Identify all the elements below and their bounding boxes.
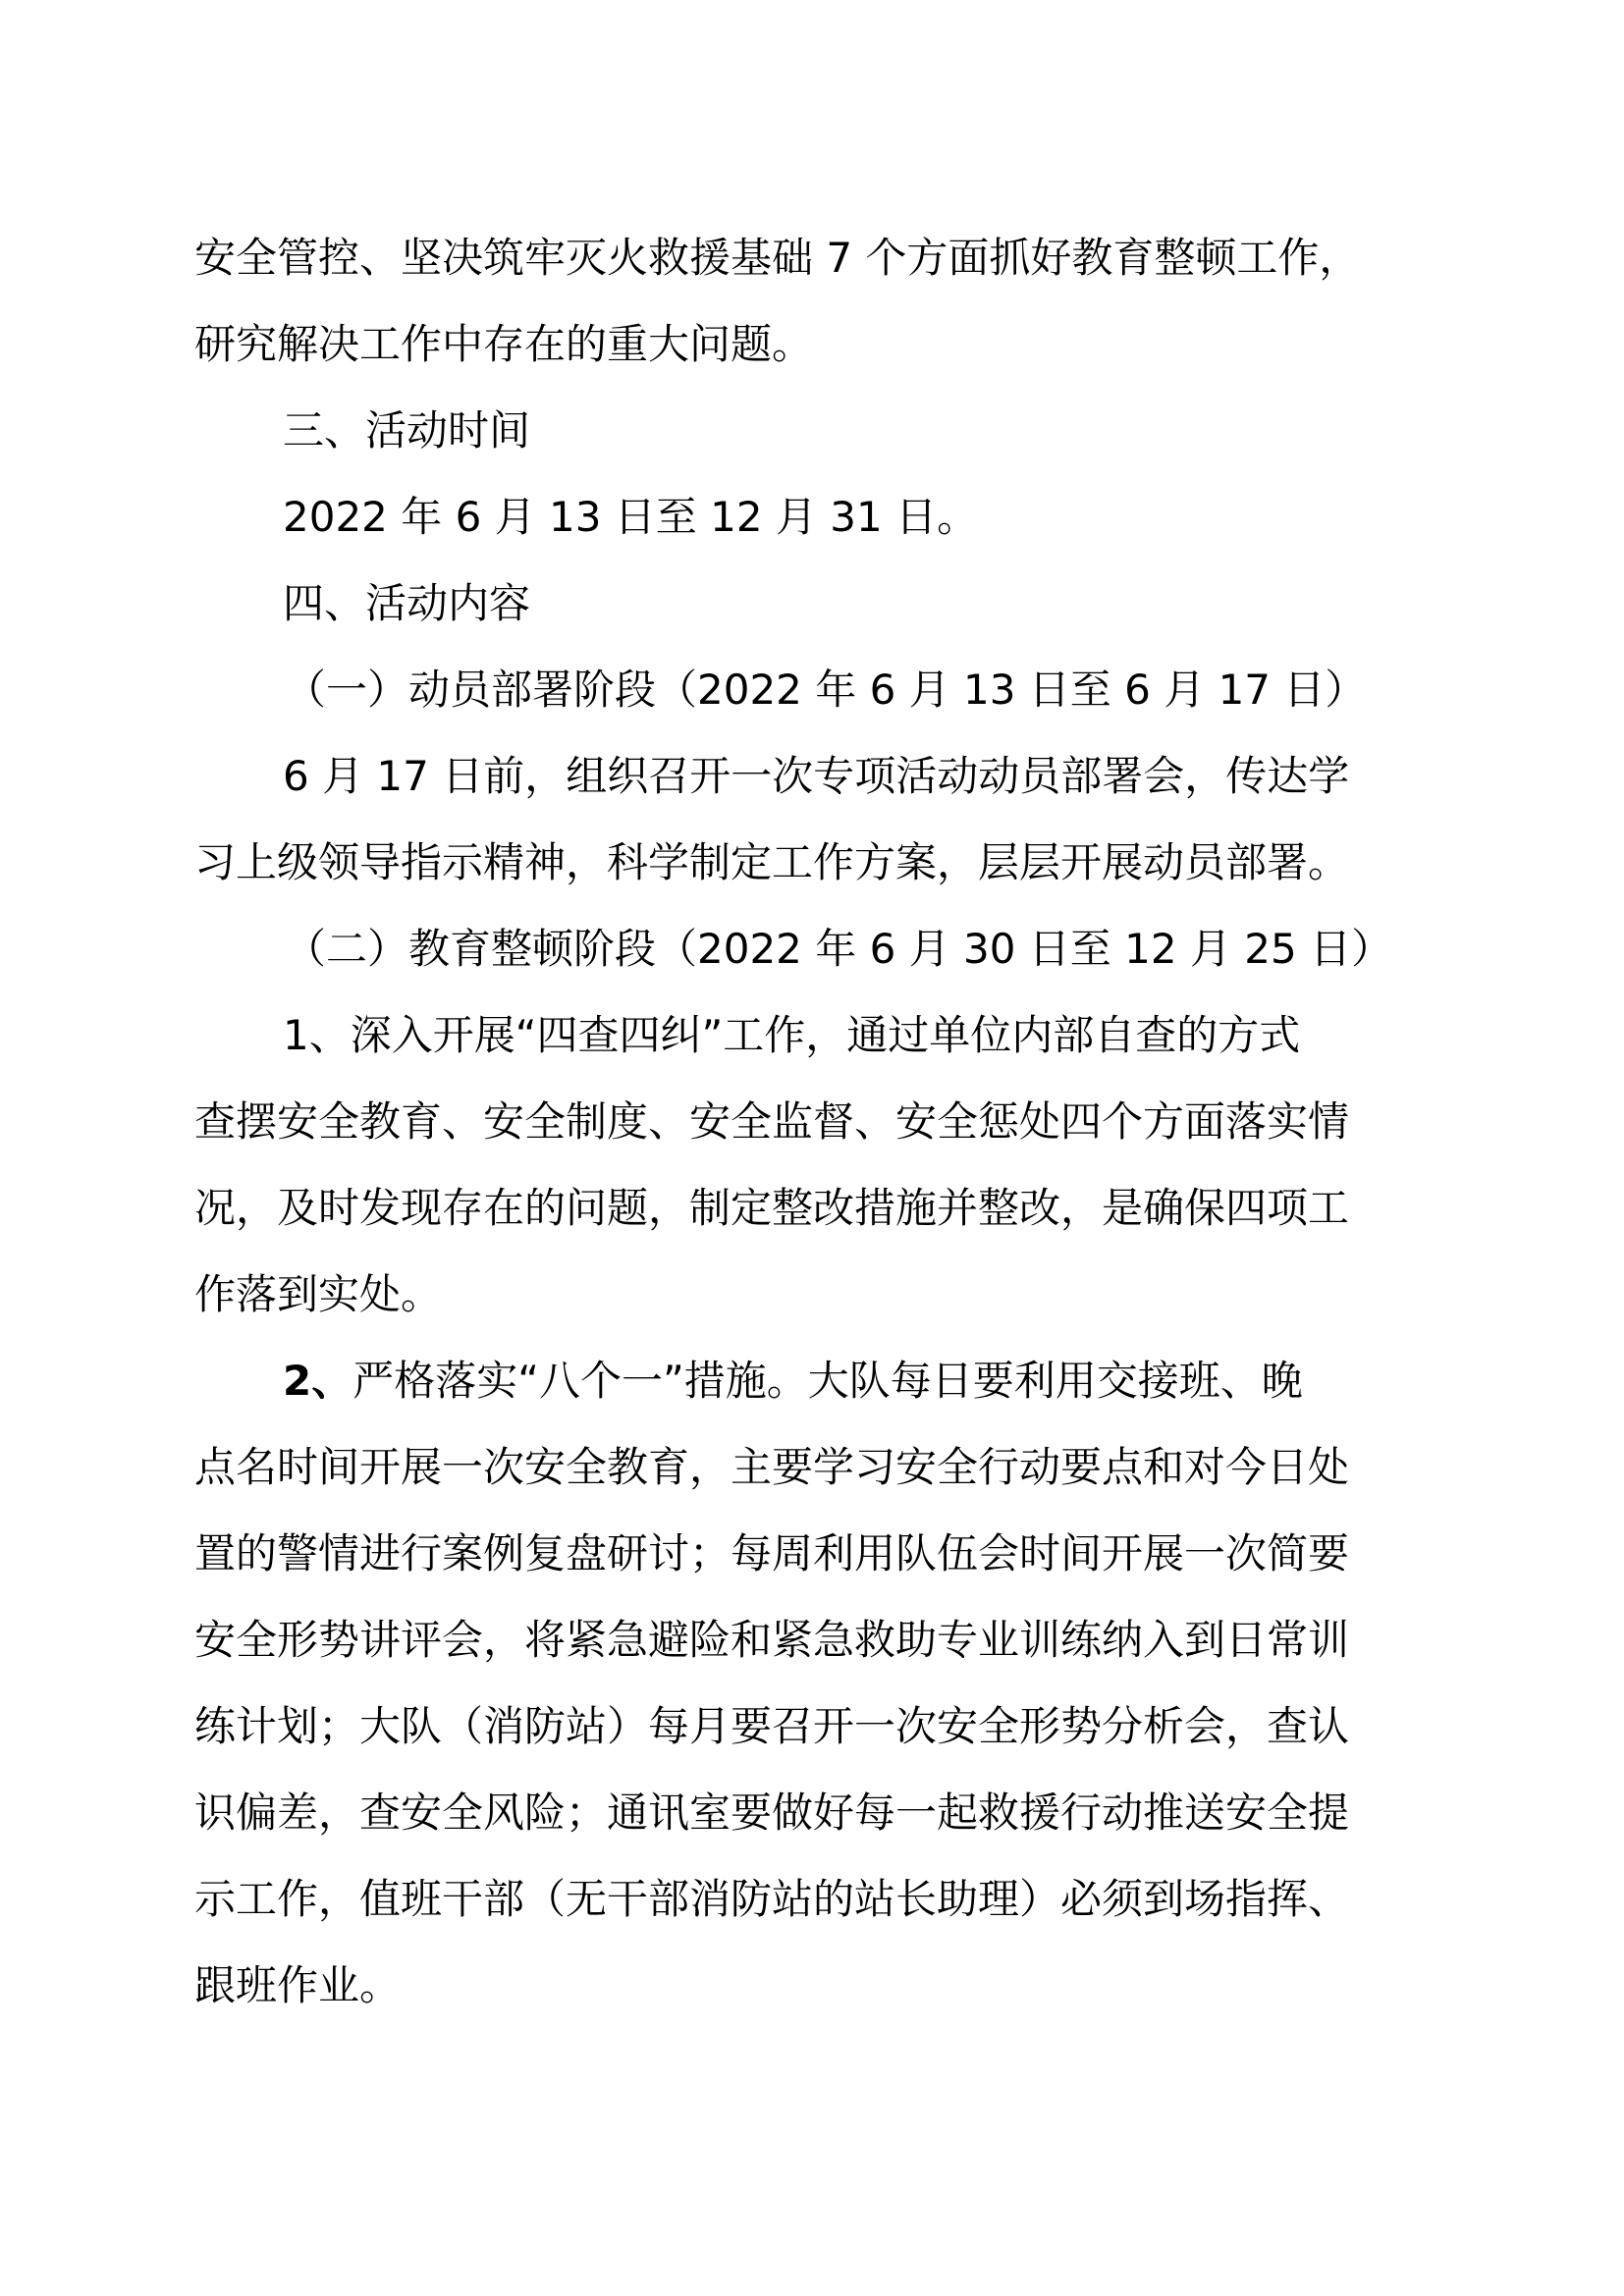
list-item-line <box>283 1354 1303 1409</box>
paragraph-line: 查摆安全教育、安全制度、安全监督、安全惩处四个方面落实情 <box>194 1097 1350 1146</box>
date-range-line: 2022 年 6 月 13 日至 12 月 31 日。 <box>283 493 979 541</box>
phase-heading: （二）教育整顿阶段（2022 年 6 月 30 日至 12 月 25 日） <box>285 925 1393 973</box>
section-heading: 四、活动内容 <box>283 579 531 627</box>
paragraph-line: 安全管控、坚决筑牢灭火救援基础 7 个方面抓好教育整顿工作， <box>194 234 1361 282</box>
paragraph-line: 点名时间开展一次安全教育，主要学习安全行动要点和对今日处 <box>194 1443 1350 1491</box>
section-heading: 三、活动时间 <box>283 406 531 454</box>
paragraph-line: 安全形势讲评会，将紧急避险和紧急救助专业训练纳入到日常训 <box>194 1616 1350 1664</box>
paragraph-line: 习上级领导指示精神，科学制定工作方案，层层开展动员部署。 <box>194 838 1350 886</box>
paragraph-line: 况，及时发现存在的问题，制定整改措施并整改，是确保四项工 <box>194 1184 1350 1232</box>
paragraph-line: 6 月 17 日前，组织召开一次专项活动动员部署会，传达学 <box>283 752 1350 800</box>
list-item-number: 2、 <box>283 1357 353 1405</box>
paragraph-line: 置的警情进行案例复盘研讨；每周利用队伍会时间开展一次简要 <box>194 1529 1350 1577</box>
paragraph-line: 跟班作业。 <box>194 1961 402 2009</box>
paragraph-line: 研究解决工作中存在的重大问题。 <box>194 320 814 368</box>
phase-heading: （一）动员部署阶段（2022 年 6 月 13 日至 6 月 17 日） <box>285 666 1367 714</box>
list-item-line: 1、深入开展“四查四纠”工作，通过单位内部自查的方式 <box>283 1011 1301 1059</box>
list-item-text: 严格落实“八个一”措施。大队每日要利用交接班、晚 <box>352 1357 1303 1405</box>
paragraph-line: 练计划；大队（消防站）每月要召开一次安全形势分析会，查认 <box>194 1702 1350 1750</box>
paragraph-line: 作落到实处。 <box>194 1270 443 1318</box>
paragraph-line: 识偏差，查安全风险；通讯室要做好每一起救援行动推送安全提 <box>194 1789 1350 1837</box>
paragraph-line: 示工作，值班干部（无干部消防站的站长助理）必须到场指挥、 <box>194 1875 1350 1923</box>
